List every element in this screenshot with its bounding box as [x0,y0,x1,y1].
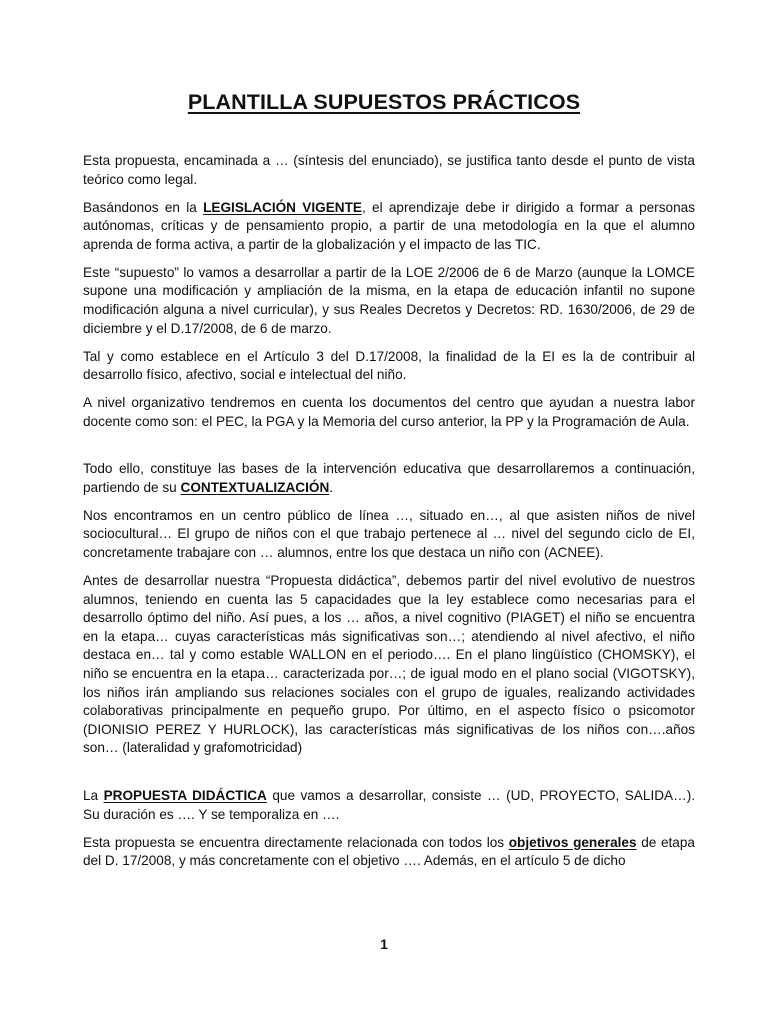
document-body [83,152,695,880]
paragraph-text: , el aprendizaje debe ir dirigido a formar a personas autónomas, críticas y de pensamiento propio, a partir de una metodología en la que el alumno aprenda de forma activa, a partir de la globalización y el impacto de las TIC. [83,199,695,252]
page-number: 1 [380,937,388,952]
paragraph-text: La [83,787,104,803]
paragraph-text: . [329,479,334,495]
heading-contextualizacion: CONTEXTUALIZACIÓN [180,479,330,495]
paragraph-loe: Este “supuesto” lo vamos a desarrollar a partir de la LOE 2/2006 de 6 de Marzo (aunque la LOMCE supone una modificación y ampliación de la misma, en la etapa de educación infantil no supone modificación alguna a nivel curricular), y sus Reales Decretos y Decretos: RD. 1630/2006, de 29 de diciembre y el D.17/2008, de 6 de marzo. [83,264,695,336]
paragraph-text: Basándonos en la [83,199,204,215]
paragraph-intro: Esta propuesta, encaminada a … (síntesis del enunciado), se justifica tanto desde el punto de vista teórico como legal. [83,153,695,187]
paragraph-text: Todo ello, constituye las bases de la intervención educativa que desarrollaremos a continuación, partiendo de su [83,461,695,495]
paragraph-school-context: Nos encontramos en un centro público de línea …, situado en…, al que asisten niños de nivel sociocultural… El grupo de niños con el que trabajo pertenece al … nivel del segundo ciclo de EI, concretamente trabajare con … alumnos, entre los que destaca un niño con (ACNEE). [83,507,695,561]
paragraph-text: de etapa del D. 17/2008, y más concretamente con el objetivo …. Además, en el artículo 5 de dicho [83,834,695,869]
heading-legislacion-vigente: LEGISLACIÓN VIGENTE [203,199,362,215]
paragraph-evolutionary-level: Antes de desarrollar nuestra “Propuesta didáctica”, debemos partir del nivel evolutivo de nuestros alumnos, teniendo en cuenta las 5 capacidades que la ley establece como necesarias para el desarrollo óptimo del niño. Así pues, a los … años, a nivel cognitivo (PIAGET) el niño se encuentra en la etapa… cuyas características más significativas son…; atendiendo al nivel afectivo, el niño destaca en… tal y como estable WALLON en el periodo…. En el plano lingüístico (CHOMSKY), el niño se encuentra en la etapa… caracterizada por…; de igual modo en el plano social (VIGOTSKY), los niños irán ampliando sus relaciones sociales con el grupo de iguales, realizando actividades colaborativas principalmente en pequeño grupo. Por último, en el aspecto físico o psicomotor (DIONISIO PEREZ Y HURLOCK), las características más significativas de los niños con….años son… (lateralidad y grafomotricidad) [83,573,695,756]
paragraph-didactic-proposal [83,787,695,824]
paragraph-organization: A nivel organizativo tendremos en cuenta los documentos del centro que ayudan a nuestra labor docente como son: el PEC, la PGA y la Memoria del curso anterior, la PP y la Programación de Aula. [83,395,695,429]
paragraph-legislation [83,199,695,255]
paragraph-text: Esta propuesta se encuentra directamente relacionada con todos los [83,834,509,850]
heading-propuesta-didactica: PROPUESTA DIDÁCTICA [103,787,267,803]
heading-objetivos-generales: objetivos generales [508,834,637,850]
page-title: PLANTILLA SUPUESTOS PRÁCTICOS [187,90,581,114]
paragraph-article-3: Tal y como establece en el Artículo 3 del D.17/2008, la finalidad de la EI es la de contribuir al desarrollo físico, afectivo, social e intelectual del niño. [83,348,695,383]
paragraph-contextualization [83,460,695,497]
paragraph-text: que vamos a desarrollar, consiste … (UD, PROYECTO, SALIDA…). Su duración es …. Y se temporaliza en …. [83,787,695,822]
paragraph-objectives [83,834,695,871]
